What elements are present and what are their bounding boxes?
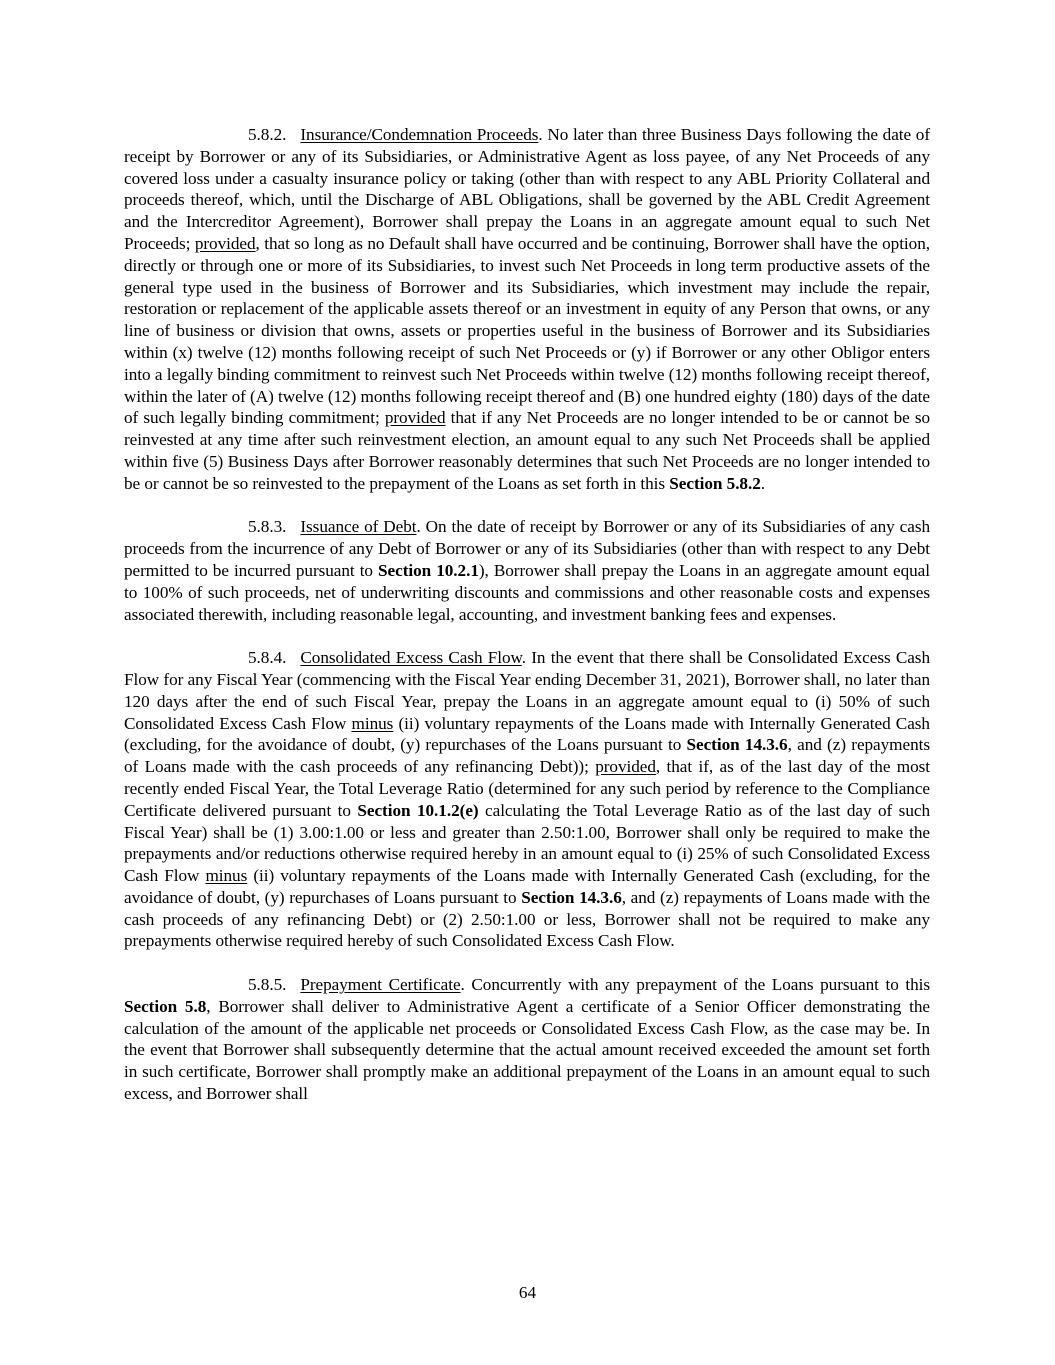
section-heading: Issuance of Debt (300, 517, 417, 537)
section-5-8-4-paragraph: 5.8.4. Consolidated Excess Cash Flow. In the event that there shall be Consolidated Excess Cash Flow for any Fiscal Year (commencing with the Fiscal Year ending December 31, 2021), Borrower shall, no later than 120 days after the end of such Fiscal Year, prepay the Loans in an aggregate amount equal to (i) 50% of such Consolidated Excess Cash Flow minus (ii) voluntary repayments of the Loans made with Internally Generated Cash (excluding, for the avoidance of doubt, (y) repurchases of the Loans pursuant to Section 14.3.6, and (z) repayments of Loans made with the cash proceeds of any refinancing Debt)); provided, that if, as of the last day of the most recently ended Fiscal Year, the Total Leverage Ratio (determined for any such period by reference to the Compliance Certificate delivered pursuant to Section 10.1.2(e) calculating the Total Leverage Ratio as of the last day of such Fiscal Year) shall be (1) 3.00:1.00 or less and greater than 2.50:1.00, Borrower shall only be required to make the prepayments and/or reductions otherwise required hereby in an amount equal to (i) 25% of such Consolidated Excess Cash Flow minus (ii) voluntary repayments of the Loans made with Internally Generated Cash (excluding, for the avoidance of doubt, (y) repurchases of Loans pursuant to Section 14.3.6, and (z) repayments of Loans made with the cash proceeds of any refinancing Debt) or (2) 2.50:1.00 or less, Borrower shall not be required to make any prepayments otherwise required hereby of such Consolidated Excess Cash Flow. (124, 648, 931, 951)
section-heading: Consolidated Excess Cash Flow (300, 648, 522, 668)
section-reference: Section 10.1.2(e) (357, 800, 479, 820)
section-reference: Section 10.2.1 (378, 560, 479, 580)
section-reference: Section 14.3.6 (521, 887, 622, 907)
section-5-8-3-paragraph: 5.8.3. Issuance of Debt. On the date of receipt by Borrower or any of its Subsidiaries of any cash proceeds from the incurrence of any Debt of Borrower or any of its Subsidiaries (other than with respect to any Debt permitted to be incurred pursuant to Section 10.2.1), Borrower shall prepay the Loans in an aggregate amount equal to 100% of such proceeds, net of underwriting discounts and commissions and other reasonable costs and expenses associated therewith, including reasonable legal, accounting, and investment banking fees and expenses. (124, 517, 931, 624)
section-5-8-5-paragraph: 5.8.5. Prepayment Certificate. Concurrently with any prepayment of the Loans pursuant to this Section 5.8, Borrower shall deliver to Administrative Agent a certificate of a Senior Officer demonstrating the calculation of the amount of the applicable net proceeds or Consolidated Excess Cash Flow, as the case may be. In the event that Borrower shall subsequently determine that the actual amount received exceeded the amount set forth in such certificate, Borrower shall promptly make an additional prepayment of the Loans in an amount equal to such excess, and Borrower shall (124, 975, 930, 1104)
page-number: 64 (518, 1283, 537, 1302)
section-5-8-2-paragraph: 5.8.2. Insurance/Condemnation Proceeds. No later than three Business Days following the date of receipt by Borrower or any of its Subsidiaries, or Administrative Agent as loss payee, of any Net Proceeds of any covered loss under a casualty insurance policy or taking (other than with respect to any ABL Priority Collateral and proceeds thereof, which, until the Discharge of ABL Obligations, shall be governed by the ABL Credit Agreement and the Intercreditor Agreement), Borrower shall prepay the Loans in an aggregate amount equal to such Net Proceeds; provided, that so long as no Default shall have occurred and be continuing, Borrower shall have the option, directly or through one or more of its Subsidiaries, to invest such Net Proceeds in long term productive assets of the general type used in the business of Borrower and its Subsidiaries, which investment may include the repair, restoration or replacement of the applicable assets thereof or an investment in equity of any Person that owns, or any line of business or division that owns, assets or properties useful in the business of Borrower and its Subsidiaries within (x) twelve (12) months following receipt of such Net Proceeds or (y) if Borrower or any other Obligor enters into a legally binding commitment to reinvest such Net Proceeds within twelve (12) months following receipt thereof, within the later of (A) twelve (12) months following receipt thereof and (B) one hundred eighty (180) days of the date of such legally binding commitment; provided that if any Net Proceeds are no longer intended to be or cannot be so reinvested at any time after such reinvestment election, an amount equal to any such Net Proceeds shall be applied within five (5) Business Days after Borrower reasonably determines that such Net Proceeds are no longer intended to be or cannot be so reinvested to the prepayment of the Loans as set forth in this Section 5.8.2. (124, 125, 931, 493)
section-heading: Prepayment Certificate (300, 975, 461, 995)
section-number: 5.8.2. (248, 125, 287, 144)
section-reference: Section 5.8.2 (669, 473, 761, 493)
section-reference: Section 14.3.6 (686, 735, 788, 755)
section-number: 5.8.4. (248, 648, 287, 668)
section-number: 5.8.5. (248, 975, 287, 995)
section-heading: Insurance/Condemnation Proceeds (300, 125, 539, 144)
section-reference: Section 5.8 (124, 996, 207, 1016)
section-number: 5.8.3. (248, 517, 287, 537)
document-page (124, 124, 930, 1127)
